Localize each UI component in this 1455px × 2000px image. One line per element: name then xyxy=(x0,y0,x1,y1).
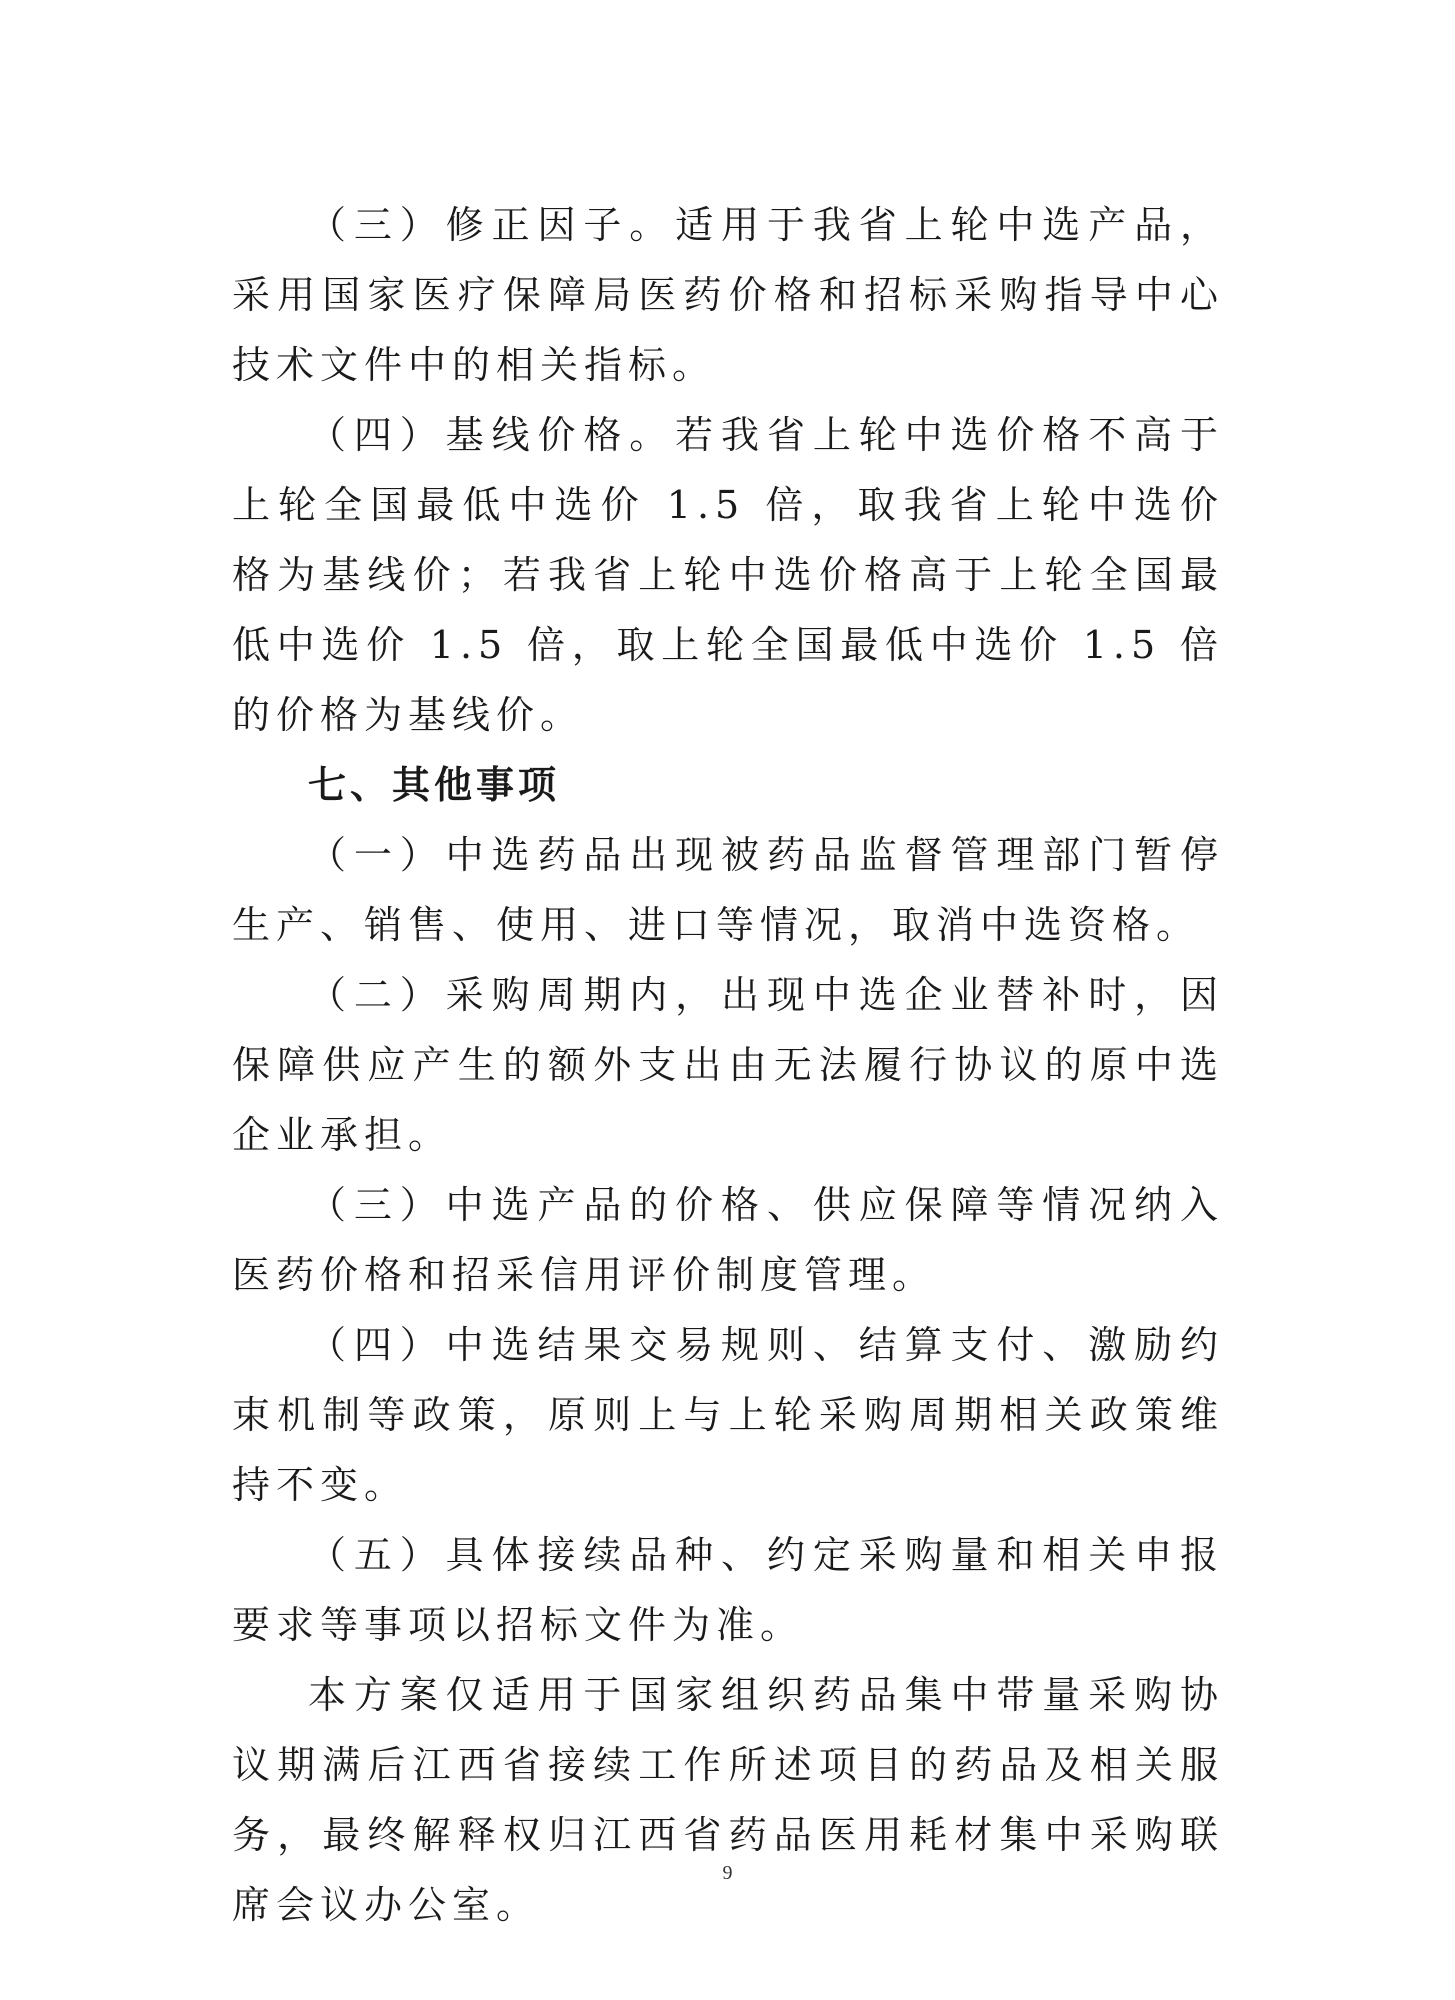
paragraph-correction-factor: （三）修正因子。适用于我省上轮中选产品，采用国家医疗保障局医药价格和招标采购指导中心技术文件中的相关指标。 xyxy=(232,203,1224,387)
paragraph-item-5: （五）具体接续品种、约定采购量和相关申报要求等事项以招标文件为准。 xyxy=(232,1533,1224,1647)
section-heading-other-matters: 七、其他事项 xyxy=(308,763,561,807)
paragraph-item-2: （二）采购周期内，出现中选企业替补时，因保障供应产生的额外支出由无法履行协议的原中选企业承担。 xyxy=(232,973,1224,1157)
paragraph-item-3: （三）中选产品的价格、供应保障等情况纳入医药价格和招采信用评价制度管理。 xyxy=(232,1183,1224,1297)
document-body xyxy=(232,190,1224,1940)
page-number: 9 xyxy=(722,1862,733,1884)
paragraph-closing: 本方案仅适用于国家组织药品集中带量采购协议期满后江西省接续工作所述项目的药品及相关服务，最终解释权归江西省药品医用耗材集中采购联席会议办公室。 xyxy=(232,1673,1224,1927)
paragraph-baseline-price: （四）基线价格。若我省上轮中选价格不高于上轮全国最低中选价 1.5 倍，取我省上轮中选价格为基线价；若我省上轮中选价格高于上轮全国最低中选价 1.5 倍，取上轮全国最低中选价 1.5 倍的价格为基线价。 xyxy=(232,413,1224,737)
paragraph-item-1: （一）中选药品出现被药品监督管理部门暂停生产、销售、使用、进口等情况，取消中选资格。 xyxy=(232,833,1224,947)
paragraph-item-4: （四）中选结果交易规则、结算支付、激励约束机制等政策，原则上与上轮采购周期相关政策维持不变。 xyxy=(232,1323,1224,1507)
